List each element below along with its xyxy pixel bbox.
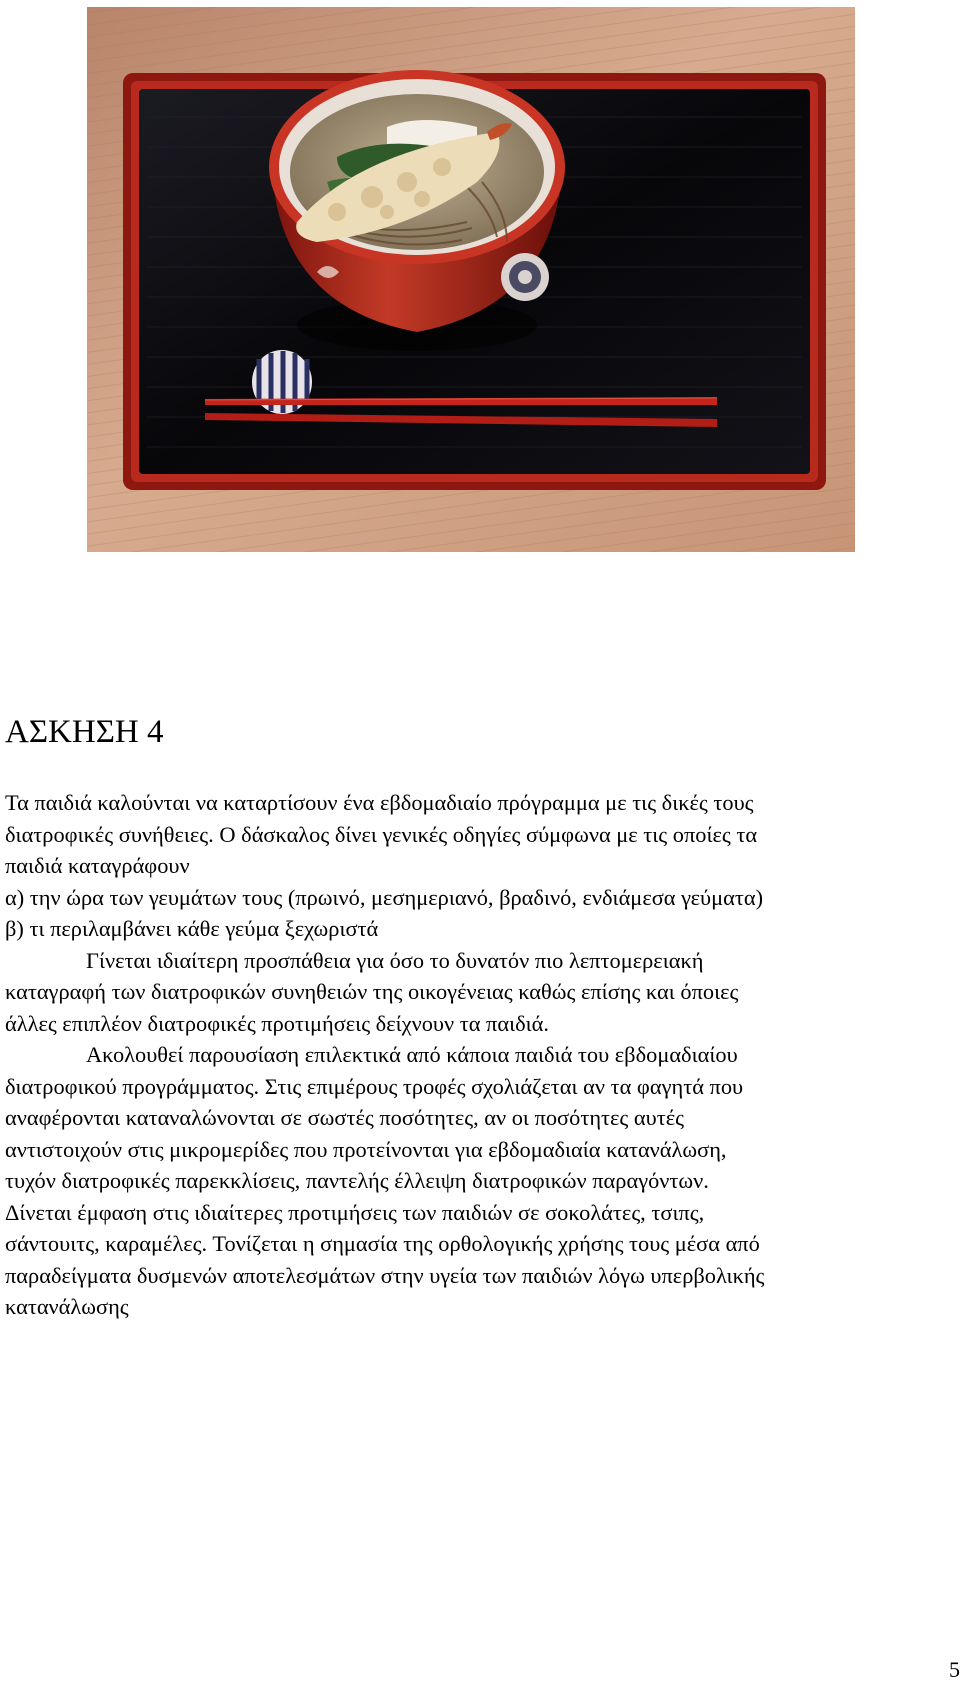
paragraph-start: Γίνεται ιδιαίτερη προσπάθεια για όσο το δυνατόν πιο λεπτομερειακή bbox=[86, 947, 704, 973]
text-line: καταγραφή των διατροφικών συνηθειών της οικογένειας καθώς επίσης και όποιες bbox=[5, 979, 739, 1004]
text-line: αντιστοιχούν στις μικρομερίδες που προτείνονται για εβδομαδιαία κατανάλωση, bbox=[5, 1136, 727, 1162]
list-item-a: α) την ώρα των γευμάτων τους (πρωινό, μεσημεριανό, βραδινό, ενδιάμεσα γεύματα) bbox=[5, 884, 764, 910]
text-line: διατροφικές συνήθειες. Ο δάσκαλος δίνει γενικές οδηγίες σύμφωνα με τις οποίες τα bbox=[5, 821, 758, 847]
text-line: σάντουιτς, καραμέλες. Τονίζεται η σημασία της ορθολογικής χρήσης τους μέσα από bbox=[5, 1231, 760, 1256]
text-line: παραδείγματα δυσμενών αποτελεσμάτων στην υγεία των παιδιών λόγω υπερβολικής bbox=[5, 1262, 765, 1288]
page-number: 5 bbox=[949, 1657, 960, 1682]
text-line: αναφέρονται καταναλώνονται σε σωστές ποσότητες, αν οι ποσότητες αυτές bbox=[5, 1105, 684, 1130]
text-line: κατανάλωσης bbox=[5, 1294, 129, 1319]
text-line: Δίνεται έμφαση στις ιδιαίτερες προτιμήσεις των παιδιών σε σοκολάτες, τσιπς, bbox=[5, 1199, 705, 1225]
text-line: διατροφικού προγράμματος. Στις επιμέρους τροφές σχολιάζεται αν τα φαγητά που bbox=[5, 1073, 744, 1099]
paragraph-start: Ακολουθεί παρουσίαση επιλεκτικά από κάποια παιδιά του εβδομαδιαίου bbox=[86, 1042, 738, 1067]
exercise-title: ΑΣΚΗΣΗ 4 bbox=[5, 714, 164, 750]
soba-bowl-illustration bbox=[87, 7, 855, 552]
text-line: τυχόν διατροφικές παρεκκλίσεις, παντελής έλλειψη διατροφικών παραγόντων. bbox=[5, 1168, 709, 1193]
text-line: άλλες επιπλέον διατροφικές προτιμήσεις δείχνουν τα παιδιά. bbox=[5, 1010, 549, 1036]
list-item-b: β) τι περιλαμβάνει κάθε γεύμα ξεχωριστά bbox=[5, 916, 379, 941]
exercise-body bbox=[5, 787, 950, 1323]
text-line: Τα παιδιά καλούνται να καταρτίσουν ένα εβδομαδιαίο πρόγραμμα με τις δικές τους bbox=[5, 790, 754, 815]
text-line: παιδιά καταγράφουν bbox=[5, 853, 190, 878]
soba-bowl-photo bbox=[87, 7, 855, 552]
